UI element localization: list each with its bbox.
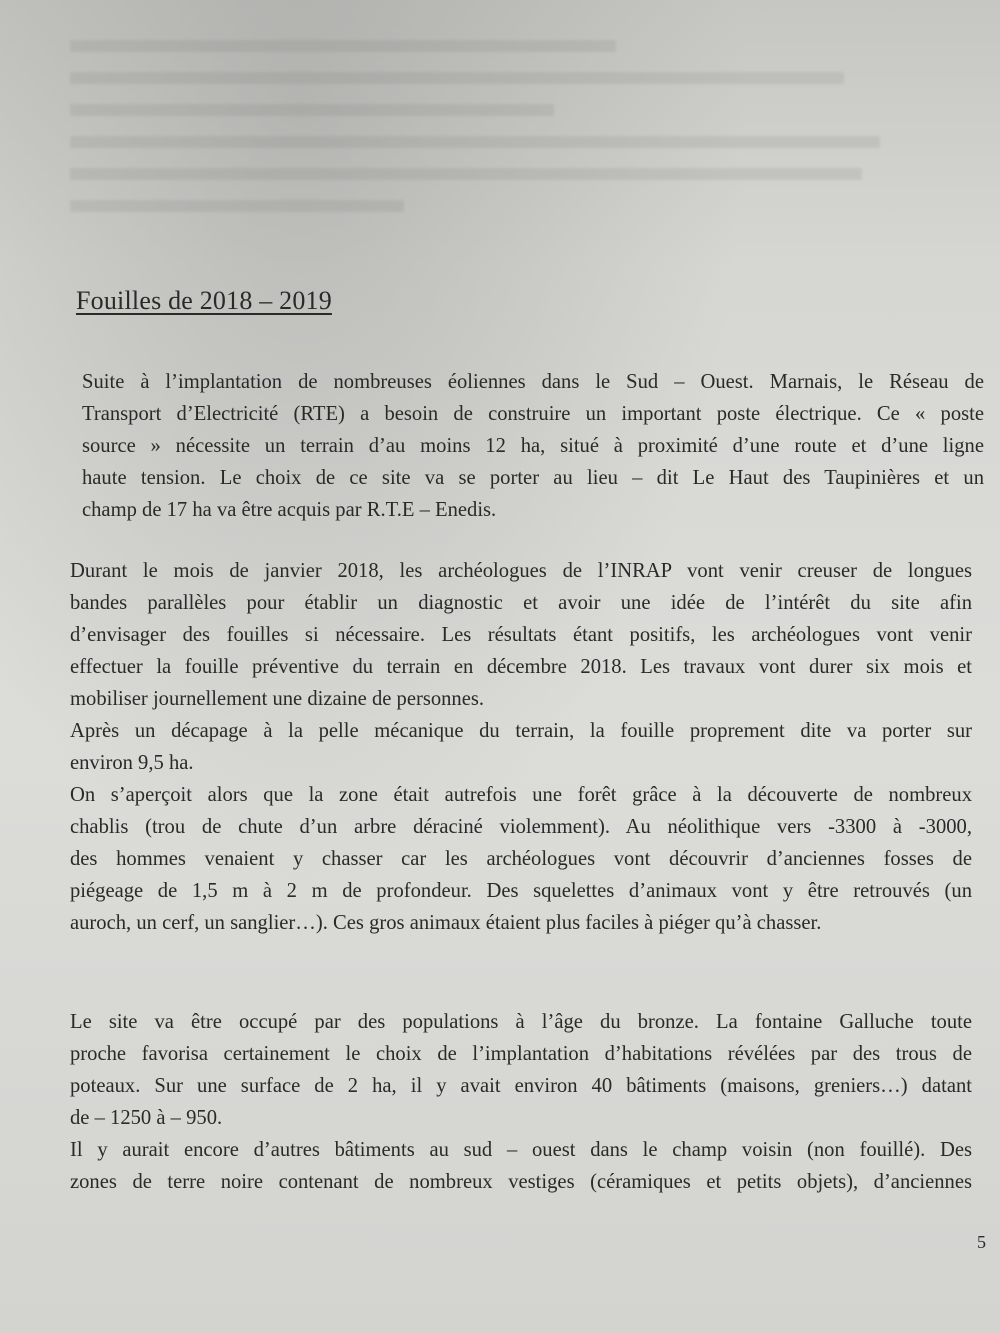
paragraph-line: proche favorisa certainement le choix de l’implantation d’habitations révélées par des trous de (70, 1043, 972, 1065)
paragraph-line: Il y aurait encore d’autres bâtiments au sud – ouest dans le champ voisin (non fouillé). Des (70, 1139, 972, 1161)
paragraph-line: Après un décapage à la pelle mécanique du terrain, la fouille proprement dite va porter sur (70, 720, 972, 742)
section-title: Fouilles de 2018 – 2019 (76, 286, 332, 315)
show-through-text (70, 40, 950, 280)
paragraph-line: On s’aperçoit alors que la zone était autrefois une forêt grâce à la découverte de nombreux (70, 784, 972, 806)
paragraph-line: Transport d’Electricité (RTE) a besoin de construire un important poste électrique. Ce « poste (82, 403, 984, 425)
paragraph-line: poteaux. Sur une surface de 2 ha, il y avait environ 40 bâtiments (maisons, greniers…) datant (70, 1075, 972, 1097)
paragraph-1 (70, 366, 984, 526)
paragraph-line: mobiliser journellement une dizaine de personnes. (70, 688, 485, 710)
paragraph-line: zones de terre noire contenant de nombreux vestiges (céramiques et petits objets), d’anciennes (70, 1171, 972, 1193)
paragraph-line: environ 9,5 ha. (70, 752, 194, 774)
paragraph-line: d’envisager des fouilles si nécessaire. Les résultats étant positifs, les archéologues vont venir (70, 624, 972, 646)
paragraph-line: de – 1250 à – 950. (70, 1107, 223, 1129)
paragraph-line: Le site va être occupé par des populations à l’âge du bronze. La fontaine Galluche toute (70, 1011, 972, 1033)
page-number: 5 (977, 1232, 986, 1252)
paragraph-line: Durant le mois de janvier 2018, les archéologues de l’INRAP vont venir creuser de longues (70, 560, 972, 582)
paragraph-line: piégeage de 1,5 m à 2 m de profondeur. Des squelettes d’animaux vont y être retrouvés (un (70, 880, 972, 902)
paragraph-line: Suite à l’implantation de nombreuses éoliennes dans le Sud – Ouest. Marnais, le Réseau de (82, 371, 984, 393)
paragraph-line: auroch, un cerf, un sanglier…). Ces gros animaux étaient plus faciles à piéger qu’à chasser. (70, 912, 822, 934)
paragraph-line: champ de 17 ha va être acquis par R.T.E – Enedis. (82, 499, 497, 521)
paragraph-line: effectuer la fouille préventive du terrain en décembre 2018. Les travaux vont durer six mois et (70, 656, 972, 678)
paragraph-line: bandes parallèles pour établir un diagnostic et avoir une idée de l’intérêt du site afin (70, 592, 972, 614)
paragraph-3 (70, 1006, 972, 1198)
paragraph-line: haute tension. Le choix de ce site va se porter au lieu – dit Le Haut des Taupinières et un (82, 467, 984, 489)
paragraph-line: chablis (trou de chute d’un arbre déraciné violemment). Au néolithique vers -3300 à -3000, (70, 816, 972, 838)
paragraph-line: des hommes venaient y chasser car les archéologues vont découvrir d’anciennes fosses de (70, 848, 972, 870)
paragraph-line: source » nécessite un terrain d’au moins 12 ha, situé à proximité d’une route et d’une ligne (82, 435, 984, 457)
paragraph-2 (70, 555, 972, 939)
